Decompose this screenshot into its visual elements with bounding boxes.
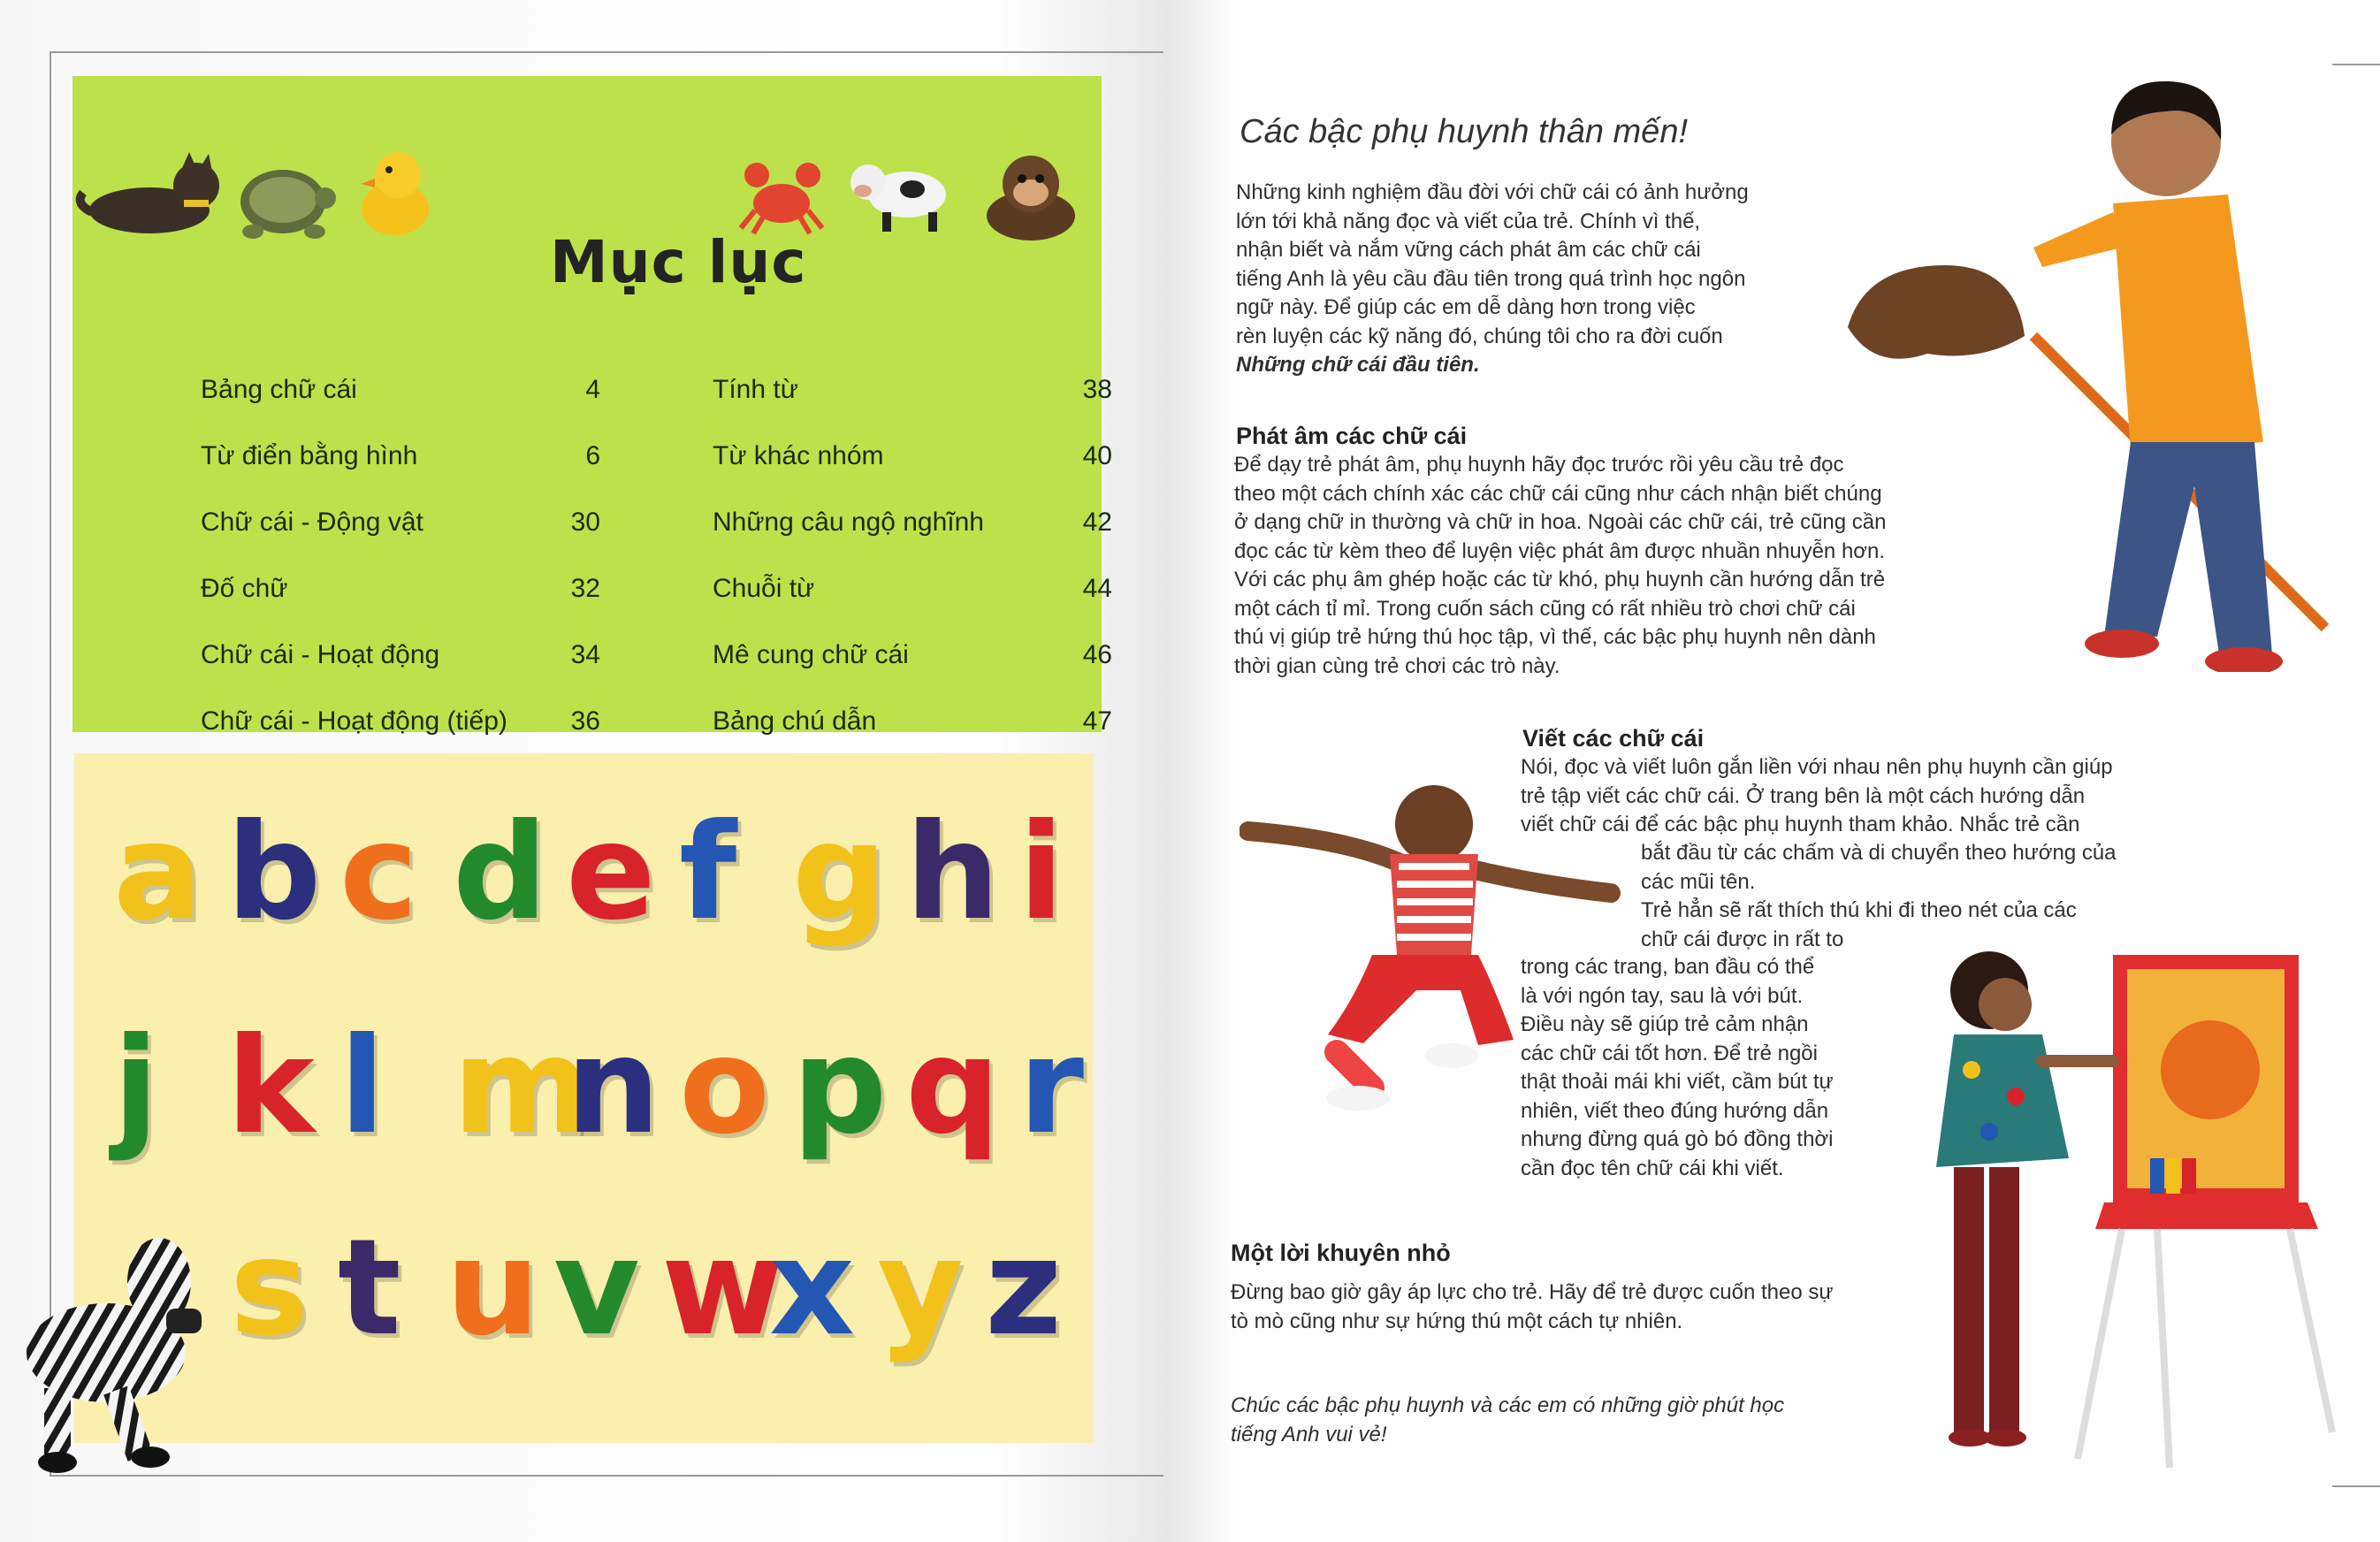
alphabet-letter: v	[553, 1211, 640, 1365]
monkey-toy-icon	[978, 145, 1084, 242]
duck-toy-icon	[355, 143, 435, 240]
alphabet-letter: x	[769, 1211, 855, 1365]
text-line: lớn tới khả năng đọc và viết của trẻ. Chính vì thế,	[1236, 209, 1701, 233]
text-line: viết chữ cái để các bậc phụ huynh tham khảo. Nhắc trẻ cần	[1521, 813, 2080, 836]
toc-entry-label: Đố chữ	[201, 574, 288, 603]
text-line: Đừng bao giờ gây áp lực cho trẻ. Hãy để trẻ được cuốn theo sự	[1231, 1280, 1834, 1304]
text-line: các chữ cái tốt hơn. Để trẻ ngồi	[1521, 1041, 1818, 1065]
toc-entry-label: Chuỗi từ	[713, 574, 815, 603]
section-heading: Viết các chữ cái	[1522, 725, 1705, 752]
toc-column-right	[713, 359, 1119, 757]
text-line: thú vị giúp trẻ hứng thú học tập, vì thế, các bậc phụ huynh nên dành	[1234, 625, 1876, 649]
alphabet-letter: c	[339, 796, 418, 950]
zebra-toy-icon	[9, 1220, 239, 1485]
pronunciation-paragraph	[1234, 451, 1886, 681]
girl-jumping-photo	[1240, 769, 1629, 1114]
toc-entry-page: 34	[570, 640, 600, 669]
advice-paragraph	[1231, 1279, 1833, 1336]
text-line: ngữ này. Để giúp các em dễ dàng hơn trong việc	[1236, 295, 1696, 319]
alphabet-letter: a	[113, 796, 203, 950]
toc-entry-page: 30	[570, 508, 600, 537]
girl-painting-easel-photo	[1901, 937, 2343, 1468]
text-line: đọc các từ kèm theo để luyện việc phát âm được nhuần nhuyễn hơn.	[1234, 538, 1886, 563]
toc-entry-label: Từ điển bằng hình	[201, 441, 418, 470]
alphabet-letter: k	[226, 1010, 315, 1164]
cat-toy-icon	[74, 150, 225, 239]
toc-entry-label: Những câu ngộ nghĩnh	[713, 508, 984, 537]
text-line: các mũi tên.	[1641, 869, 1756, 894]
toc-entry[interactable]	[713, 492, 1119, 558]
toc-entry-label: Từ khác nhóm	[713, 441, 884, 470]
toc-entry[interactable]	[201, 492, 607, 558]
alphabet-letter: m	[453, 1010, 591, 1164]
intro-paragraph	[1236, 179, 1749, 380]
alphabet-letter: q	[905, 1010, 1001, 1164]
toc-entry-label: Chữ cái - Hoạt động	[201, 640, 440, 669]
text-line: chữ cái được in rất to	[1641, 927, 1844, 951]
toc-entry-label: Bảng chữ cái	[201, 375, 357, 404]
alphabet-letter: o	[679, 1010, 771, 1164]
alphabet-letter: i	[1018, 796, 1064, 950]
toc-entry-page: 38	[1082, 375, 1112, 404]
toc-entry[interactable]	[713, 359, 1119, 425]
toc-entry[interactable]	[201, 624, 607, 691]
alphabet-letter: b	[226, 796, 322, 950]
alphabet-letter: e	[566, 796, 656, 950]
text-line: nhiên, viết theo đúng hướng dẫn	[1521, 1098, 1829, 1123]
toc-entry[interactable]	[201, 359, 607, 425]
text-line: Trẻ hẳn sẽ rất thích thú khi đi theo nét của các	[1641, 898, 2077, 922]
toc-entry-page: 47	[1082, 706, 1112, 736]
alphabet-letter: g	[792, 796, 888, 950]
boy-with-hobby-horse-photo	[1830, 71, 2343, 672]
text-line: ở dạng chữ in thường và chữ in hoa. Ngoài các chữ cái, trẻ cũng cần	[1234, 510, 1887, 534]
alphabet-letter: n	[566, 1010, 660, 1164]
toc-entry-page: 42	[1082, 508, 1112, 537]
toc-entry-page: 36	[570, 706, 600, 736]
toc-entry-label: Chữ cái - Động vật	[201, 508, 423, 537]
toc-title: Mục lục	[550, 228, 807, 296]
alphabet-letter: j	[113, 1010, 159, 1164]
text-line: trong các trang, ban đầu có thể	[1521, 955, 1815, 979]
toc-entry-page: 44	[1082, 574, 1112, 603]
text-line: thật thoải mái khi viết, cầm bút tự	[1521, 1070, 1834, 1094]
text-line: tiếng Anh là yêu cầu đầu tiên trong quá trình học ngôn	[1236, 266, 1746, 291]
text-line: tò mò cũng như sự hứng thú một cách tự nhiên.	[1231, 1309, 1683, 1333]
turtle-toy-icon	[232, 156, 338, 244]
text-line: là với ngón tay, sau là với bút.	[1521, 983, 1804, 1008]
text-line: trẻ tập viết các chữ cái. Ở trang bên là một cách hướng dẫn	[1521, 783, 2086, 808]
toc-entry-label: Mê cung chữ cái	[713, 640, 909, 669]
text-line: Chúc các bậc phụ huynh và các em có những giờ phút học	[1231, 1393, 1785, 1417]
toc-entry-page: 46	[1082, 640, 1112, 669]
toc-entry-page: 32	[570, 574, 600, 603]
toc-entry[interactable]	[201, 691, 607, 757]
section-heading: Phát âm các chữ cái	[1236, 423, 1468, 449]
alphabet-letter: u	[446, 1211, 540, 1365]
text-line: cần đọc tên chữ cái khi viết.	[1521, 1156, 1784, 1180]
cow-toy-icon	[851, 147, 957, 235]
toc-entry[interactable]	[713, 691, 1119, 757]
text-line: theo một cách chính xác các chữ cái cũng như cách nhận biết chúng	[1234, 481, 1882, 506]
text-line: một cách tỉ mỉ. Trong cuốn sách cũng có rất nhiều trò chơi chữ cái	[1234, 596, 1856, 621]
toc-entry[interactable]	[713, 558, 1119, 624]
alphabet-letter: t	[338, 1211, 401, 1365]
text-line: rèn luyện các kỹ năng đó, chúng tôi cho ra đời cuốn	[1236, 324, 1723, 348]
greeting-heading: Các bậc phụ huynh thân mến!	[1240, 113, 1689, 150]
section-heading: Một lời khuyên nhỏ	[1231, 1240, 1451, 1266]
text-line: tiếng Anh vui vẻ!	[1231, 1422, 1387, 1447]
crab-toy-icon	[737, 157, 826, 237]
toc-entry[interactable]	[201, 558, 607, 624]
text-line: nhận biết và nắm vững cách phát âm các chữ cái	[1236, 238, 1701, 262]
alphabet-letter: s	[230, 1211, 309, 1365]
table-of-contents	[72, 76, 1112, 736]
toc-entry-label: Chữ cái - Hoạt động (tiếp)	[201, 706, 507, 736]
text-line: Để dạy trẻ phát âm, phụ huynh hãy đọc trước rồi yêu cầu trẻ đọc	[1234, 453, 1844, 477]
toc-entry-label: Tính từ	[713, 375, 798, 404]
text-line: bắt đầu từ các chấm và di chuyển theo hướng của	[1641, 841, 2117, 865]
text-line: nhưng đừng quá gò bó đồng thời	[1521, 1127, 1834, 1151]
toc-entry-page: 40	[1082, 441, 1112, 470]
text-line: Những kinh nghiệm đầu đời với chữ cái có ảnh hưởng	[1236, 180, 1749, 204]
toc-column-left	[201, 359, 607, 757]
toc-entry-label: Bảng chú dẫn	[713, 706, 877, 736]
alphabet-letter: z	[985, 1211, 1063, 1365]
alphabet-letter: d	[453, 796, 548, 950]
alphabet-letter: h	[905, 796, 1000, 950]
alphabet-letter: y	[877, 1211, 964, 1365]
alphabet-letter: w	[661, 1211, 784, 1365]
alphabet-letter: f	[679, 796, 737, 950]
toc-entry-page: 6	[585, 441, 600, 470]
text-line: Với các phụ âm ghép hoặc các từ khó, phụ huynh cần hướng dẫn trẻ	[1234, 568, 1886, 592]
alphabet-letter: r	[1018, 1010, 1084, 1164]
book-title: Những chữ cái đầu tiên.	[1236, 353, 1480, 377]
toc-entry[interactable]	[201, 425, 607, 492]
toc-entry[interactable]	[713, 425, 1119, 492]
left-page	[0, 0, 1163, 1542]
toc-entry[interactable]	[713, 624, 1119, 691]
alphabet-letter: p	[792, 1010, 888, 1164]
text-line: thời gian cùng trẻ chơi các trò này.	[1234, 653, 1560, 678]
alphabet-letter: l	[339, 1010, 385, 1164]
text-line: Nói, đọc và viết luôn gắn liền với nhau nên phụ huynh cần giúp	[1521, 755, 2113, 779]
text-line: Điều này sẽ giúp trẻ cảm nhận	[1521, 1012, 1809, 1036]
closing-note	[1231, 1392, 1784, 1449]
toc-entry-page: 4	[585, 375, 600, 404]
